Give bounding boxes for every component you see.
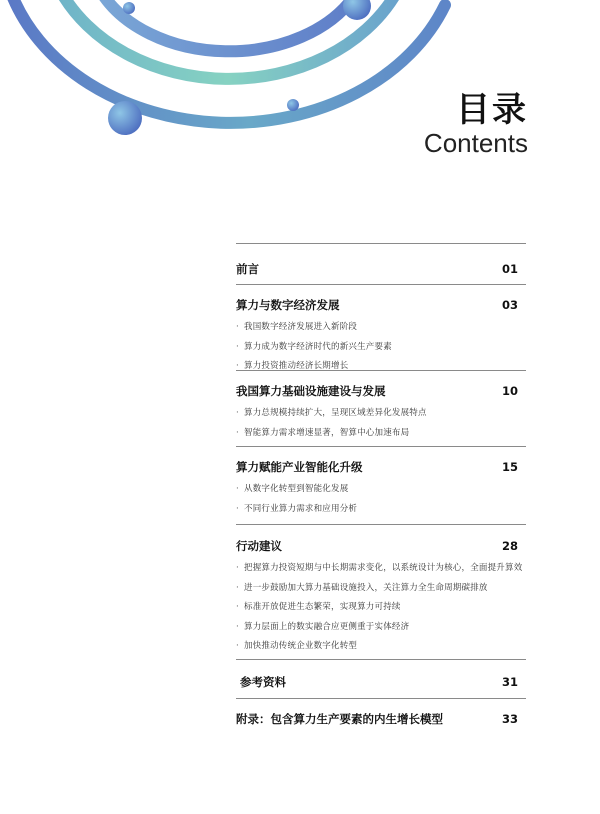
- toc-page-number: 28: [501, 539, 518, 553]
- toc-page-number: 33: [501, 712, 518, 726]
- toc-section-references[interactable]: [236, 659, 526, 698]
- toc-subitem[interactable]: · 加快推动传统企业数字化转型: [236, 641, 358, 651]
- toc-subitem[interactable]: · 从数字化转型到智能化发展: [236, 484, 349, 494]
- toc-subitem[interactable]: · 算力投资推动经济长期增长: [236, 361, 349, 371]
- toc-subitem[interactable]: · 算力成为数字经济时代的新兴生产要素: [236, 341, 392, 352]
- toc-page-number: 03: [501, 298, 518, 312]
- toc-subitem[interactable]: · 标准开放促进生态繁荣，实现算力可持续: [236, 602, 401, 612]
- toc-subitem[interactable]: · 进一步鼓励加大算力基础设施投入，关注算力全生命周期碳排放: [236, 582, 488, 593]
- toc-section-title: 算力与数字经济发展: [236, 298, 340, 312]
- toc-section-title: 前言: [236, 262, 259, 276]
- toc-page-number: 10: [501, 384, 518, 398]
- toc-subitem[interactable]: · 算力层面上的数实融合应更侧重于实体经济: [236, 621, 410, 632]
- toc-subitem[interactable]: · 把握算力投资短期与中长期需求变化，以系统设计为核心，全面提升算效: [236, 563, 523, 573]
- table-of-contents: [236, 243, 526, 739]
- toc-section-recommendations[interactable]: [236, 524, 526, 659]
- toc-section-compute-digital-economy[interactable]: [236, 284, 526, 370]
- toc-section-title: 我国算力基础设施建设与发展: [236, 384, 386, 398]
- toc-page-number: 15: [501, 460, 518, 474]
- toc-section-industry-upgrade[interactable]: [236, 446, 526, 524]
- page-subtitle: Contents: [423, 128, 528, 158]
- toc-section-title: 参考资料: [240, 675, 286, 689]
- toc-subitem[interactable]: · 我国数字经济发展进入新阶段: [236, 322, 358, 332]
- toc-subitem[interactable]: · 智能算力需求增速显著，智算中心加速布局: [236, 427, 410, 438]
- toc-subitem[interactable]: · 算力总规模持续扩大，呈现区域差异化发展特点: [236, 408, 427, 418]
- page-title: 目录: [456, 90, 528, 130]
- toc-section-appendix[interactable]: [236, 698, 526, 739]
- toc-section-title: 算力赋能产业智能化升级: [236, 460, 363, 474]
- toc-page-number: 01: [501, 262, 518, 276]
- toc-section-title: 附录：包含算力生产要素的内生增长模型: [236, 712, 443, 726]
- toc-subitem[interactable]: · 不同行业算力需求和应用分析: [236, 503, 358, 514]
- toc-page-number: 31: [501, 675, 518, 689]
- toc-section-title: 行动建议: [236, 539, 282, 553]
- toc-section-preface[interactable]: [236, 243, 526, 284]
- toc-section-infrastructure[interactable]: [236, 370, 526, 446]
